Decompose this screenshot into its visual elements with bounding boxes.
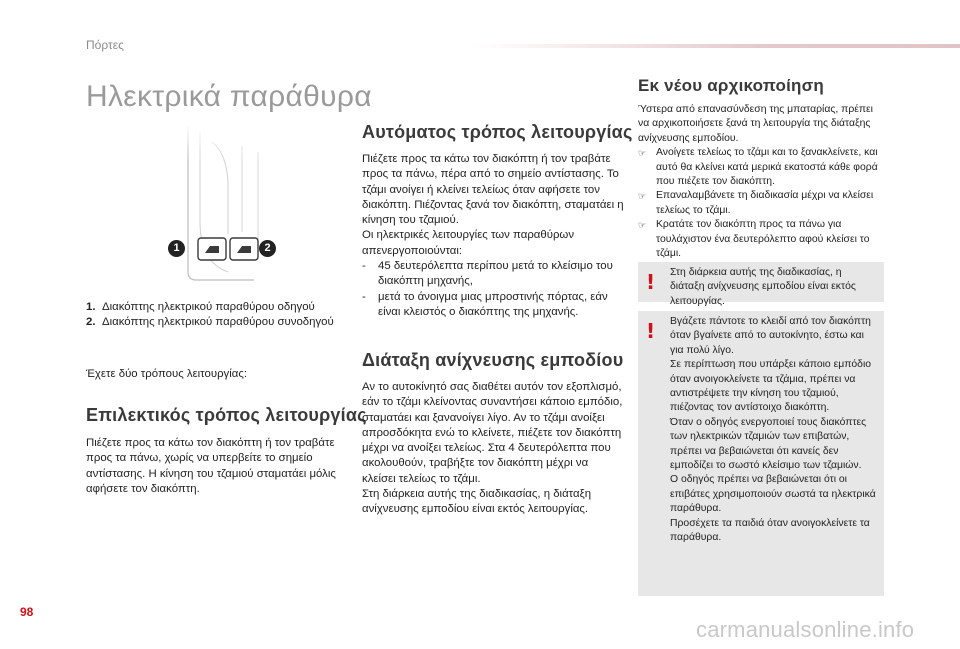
dash-marker: - [362,290,366,303]
reinitialisation-intro: Ύστερα από επανασύνδεση της μπαταρίας, πρέπει να αρχικοποιήσετε ξανά τη λειτουργία της διάταξης ανίχνευσης εμποδίου. [638,104,873,144]
modes-intro: Έχετε δύο τρόπους λειτουργίας: [86,368,248,380]
list-item [362,259,624,290]
window-switch-illustration [168,122,276,282]
warning-icon: ! [646,270,656,294]
obstacle-detection-heading: Διάταξη ανίχνευσης εμποδίου [362,350,624,370]
legend-item [86,300,356,315]
legend-number: 1. [86,301,96,313]
callout-1-badge: 1 [168,240,185,257]
door-panel-drawing [168,122,276,282]
step-text: Κρατάτε τον διακόπτη προς τα πάνω για τουλάχιστον ένα δευτερόλεπτο αφού κλείσει το τζάμι. [656,219,870,260]
pointing-hand-icon: ☞ [638,220,647,231]
warning-note-box [638,262,884,307]
step-item [638,189,884,218]
obstacle-detection-text: Αν το αυτοκίνητό σας διαθέτει αυτόν τον εξοπλισμό, εάν το τζάμι κλείνοντας συναντήσει κάποιο εμπόδιο, σταματάει και ξανανοίγει λίγο. Αν το τζάμι ανοίξει απροσδόκητα ενώ το κλείνετε, πιέζετε τον διακόπτη μέχρι να ανοίξει τελείως. Στα 4 δευτερόλεπτα που ακολουθούν, τραβήξτε τον διακόπτη μέχρι να κλείσει τελείως το τζάμι. [362,381,623,485]
selective-mode-heading: Επιλεκτικός τρόπος λειτουργίας [86,405,367,425]
automatic-mode-text: Πιέζετε προς τα κάτω τον διακόπτη ή τον τραβάτε προς τα πάνω, πέρα από το σημείο αντίστασης. Το τζάμι ανοίγει ή κλείνει τελείως όταν αφήσετε τον διακόπτη. Πιέζοντας ξανά τον διακόπτη, σταματάει η κίνηση του τζαμιού. [362,153,624,227]
warning-note-text: Στη διάρκεια αυτής της διαδικασίας, η διάταξη ανίχνευσης εμποδίου είναι εκτός λειτουργίας. [670,267,856,307]
page-number: 98 [20,605,34,619]
step-item [638,218,884,261]
warning-icon: ! [646,319,656,343]
step-text: Ανοίγετε τελείως το τζάμι και το ξανακλείνετε, και αυτό θα κλείνει κατά μερικά εκατοστά κάθε φορά που πιέζετε τον διακόπτη. [656,147,878,188]
driver-switch [198,238,226,260]
step-text: Επαναλαμβάνετε τη διαδικασία μέχρι να κλείσει τελείως το τζάμι. [656,190,874,216]
callout-2-badge: 2 [259,240,276,257]
legend-text: Διακόπτης ηλεκτρικού παραθύρου συνοδηγού [102,316,334,328]
safety-paragraph: Όταν ο οδηγός ενεργοποιεί τους διακόπτες των ηλεκτρικών τζαμιών των επιβατών, πρέπει να βεβαιώνεται ότι κανείς δεν εμποδίζει το σωστό κλείσιμο των τζαμιών. [670,416,867,472]
list-item [362,290,624,321]
pointing-hand-icon: ☞ [638,191,647,202]
safety-paragraph: Σε περίπτωση που υπάρξει κάποιο εμπόδιο όταν ανοιγοκλείνετε τα τζάμια, πρέπει να αντιστρέψετε την κίνηση του τζαμιού, πιέζοντας τον αντίστοιχο διακόπτη. [670,359,872,414]
automatic-mode-body [362,152,624,320]
safety-paragraph: Προσέχετε τα παιδιά όταν ανοιγοκλείνετε τα παράθυρα. [670,517,870,544]
watermark: carmanualsonline.info [696,617,915,642]
dash-marker: - [362,260,366,273]
deactivation-intro: Οι ηλεκτρικές λειτουργίες των παραθύρων απενεργοποιούνται: [362,229,575,257]
safety-paragraph: Βγάζετε πάντοτε το κλειδί από τον διακόπτη όταν βγαίνετε από το αυτοκίνητο, έστω και για πολύ λίγο. [670,316,871,356]
obstacle-detection-body [362,380,624,518]
pointing-hand-icon: ☞ [638,148,647,159]
legend-text: Διακόπτης ηλεκτρικού παραθύρου οδηγού [102,301,315,313]
header-accent-bar [470,44,960,48]
legend-item [86,315,356,330]
safety-warning-text [670,315,878,546]
step-item [638,146,884,189]
section-label: Πόρτες [86,38,124,52]
safety-paragraph: Ο οδηγός πρέπει να βεβαιώνεται ότι οι επιβάτες χρησιμοποιούν σωστά τα ηλεκτρικά παράθυρα. [670,474,876,515]
legend-number: 2. [86,316,96,328]
reinitialisation-body [638,103,884,261]
selective-mode-text: Πιέζετε προς τα κάτω τον διακόπτη ή τον τραβάτε προς τα πάνω, χωρίς να υπερβείτε το σημείο αντίστασης. Η κίνηση του τζαμιού σταματάει μόλις αφήσετε τον διακόπτη. [86,437,336,495]
list-item-text: 45 δευτερόλεπτα περίπου μετά το κλείσιμο του διακόπτη μηχανής, [378,260,613,288]
switch-legend [86,300,356,330]
passenger-switch [230,238,258,260]
automatic-mode-heading: Αυτόματος τρόπος λειτουργίας [362,122,633,142]
list-item-text: μετά το άνοιγμα μιας μπροστινής πόρτας, εάν είναι κλειστός ο διακόπτης της μηχανής. [378,290,608,318]
page-title: Ηλεκτρικά παράθυρα [86,80,372,113]
safety-warning-box [638,311,884,596]
reinitialisation-heading: Εκ νέου αρχικοποίηση [638,76,825,95]
obstacle-detection-note: Στη διάρκεια αυτής της διαδικασίας, η διάταξη ανίχνευσης εμποδίου είναι εκτός λειτουργίας. [362,488,592,516]
